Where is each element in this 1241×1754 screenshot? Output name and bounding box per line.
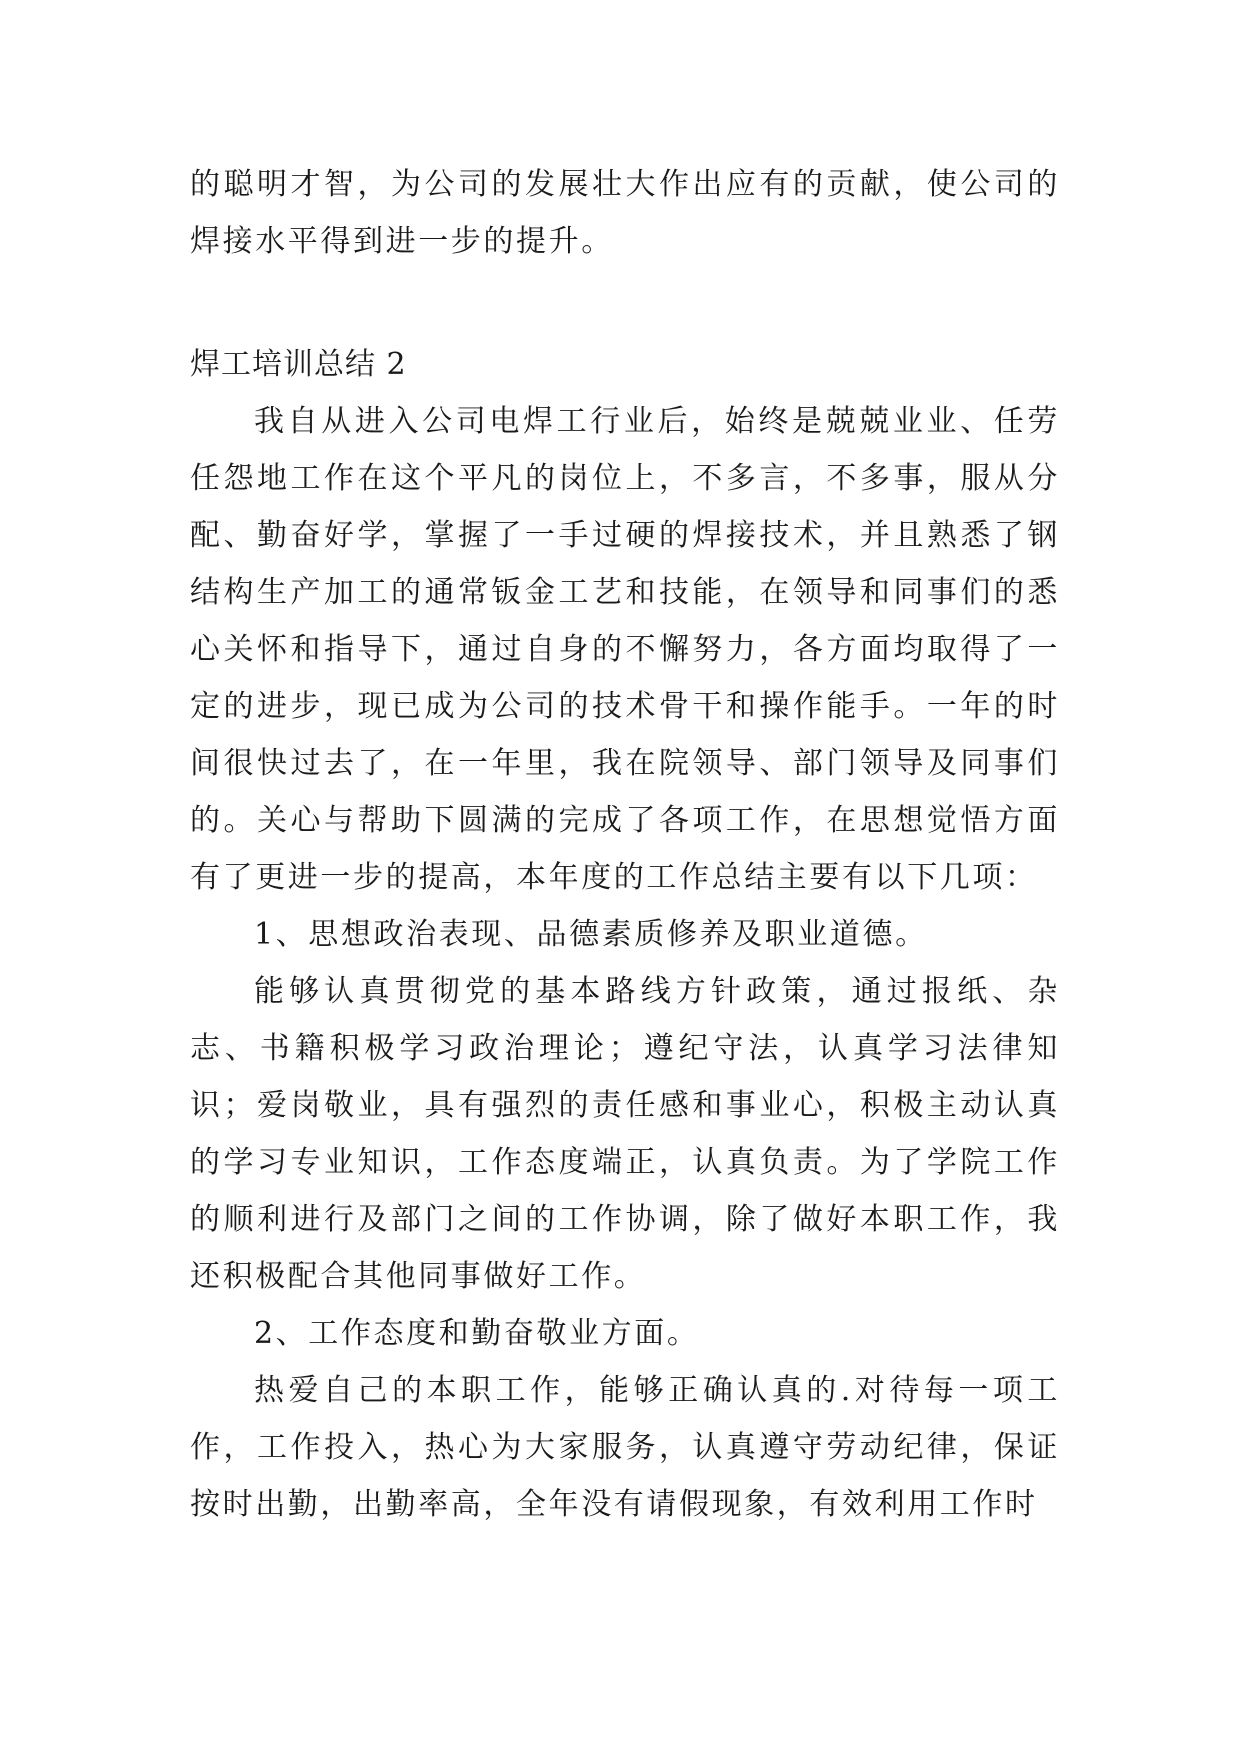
paragraph-item-2-heading: 2、工作态度和勤奋敬业方面。 xyxy=(254,1316,700,1351)
section-block xyxy=(190,336,1060,1533)
paragraph-item-1-heading: 1、思想政治表现、品德素质修养及职业道德。 xyxy=(254,917,928,952)
paragraph-item-2-body: 热爱自己的本职工作，能够正确认真的.对待每一项工作，工作投入，热心为大家服务，认真遵守劳动纪律，保证按时出勤，出勤率高，全年没有请假现象，有效利用工作时 xyxy=(190,1373,1060,1522)
continuation-block xyxy=(190,156,1060,270)
paragraph-intro: 我自从进入公司电焊工行业后，始终是兢兢业业、任劳任怨地工作在这个平凡的岗位上，不多言，不多事，服从分配、勤奋好学，掌握了一手过硬的焊接技术，并且熟悉了钢结构生产加工的通常钣金工艺和技能，在领导和同事们的悉心关怀和指导下，通过自身的不懈努力，各方面均取得了一定的进步，现已成为公司的技术骨干和操作能手。一年的时间很快过去了，在一年里，我在院领导、部门领导及同事们的。关心与帮助下圆满的完成了各项工作，在思想觉悟方面有了更进一步的提高，本年度的工作总结主要有以下几项： xyxy=(190,404,1060,895)
paragraph-item-1-body: 能够认真贯彻党的基本路线方针政策，通过报纸、杂志、书籍积极学习政治理论；遵纪守法，认真学习法律知识；爱岗敬业，具有强烈的责任感和事业心，积极主动认真的学习专业知识，工作态度端正，认真负责。为了学院工作的顺利进行及部门之间的工作协调，除了做好本职工作，我还积极配合其他同事做好工作。 xyxy=(190,974,1060,1294)
continuation-paragraph: 的聪明才智，为公司的发展壮大作出应有的贡献，使公司的焊接水平得到进一步的提升。 xyxy=(190,167,1060,259)
section-heading: 焊工培训总结 2 xyxy=(190,347,407,382)
